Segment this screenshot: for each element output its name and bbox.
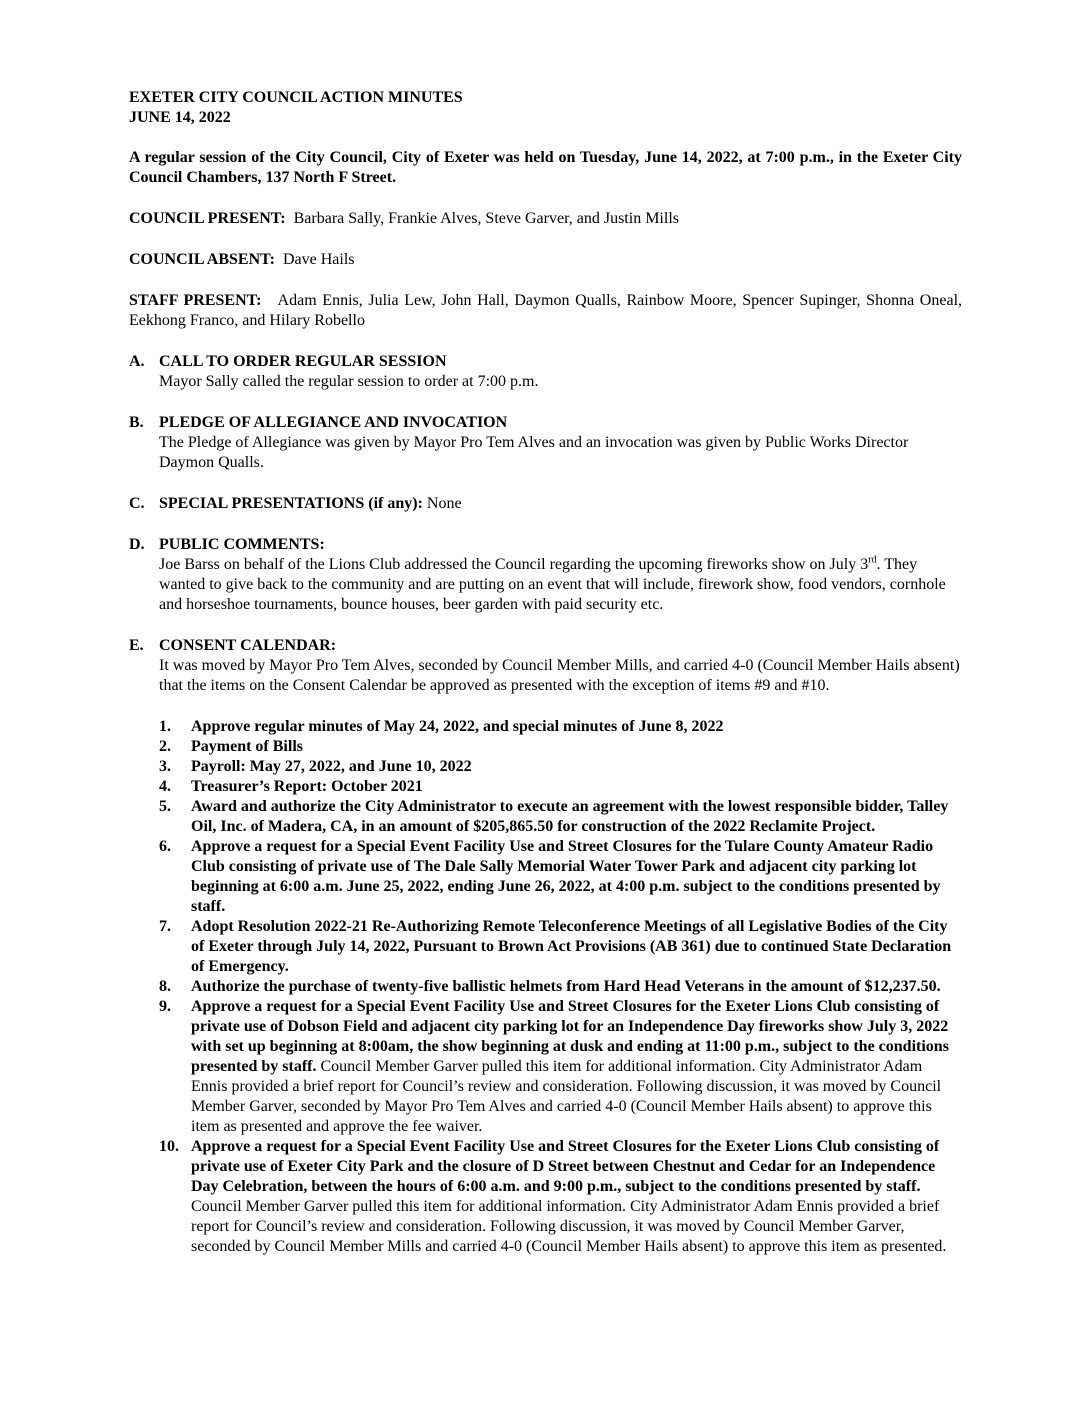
section-body: The Pledge of Allegiance was given by Mayor Pro Tem Alves and an invocation was given by Public Works Director Daymon Qualls. bbox=[159, 434, 909, 471]
section-body: Mayor Sally called the regular session to order at 7:00 p.m. bbox=[159, 373, 539, 390]
document-date: JUNE 14, 2022 bbox=[129, 109, 231, 126]
section-letter: B. bbox=[129, 414, 144, 431]
council-present-label: COUNCIL PRESENT: bbox=[129, 210, 286, 227]
item-number: 8. bbox=[159, 978, 171, 995]
minutes-page bbox=[129, 88, 962, 1257]
item-title: Approve a request for a Special Event Facility Use and Street Closures for the Exeter Lions Club consisting of private use of Dobson Field and adjacent city parking lot for an Independence Day fireworks show July 3, 2022 with set up beginning at 8:00am, the show beginning at dusk and ending at 11:00 p.m., subject to the conditions presented by staff. bbox=[191, 998, 949, 1075]
section-letter: D. bbox=[129, 536, 145, 553]
item-title: Approve a request for a Special Event Facility Use and Street Closures for the Tulare County Amateur Radio Club consisting of private use of The Dale Sally Memorial Water Tower Park and adjacent city parking lot beginning at 6:00 a.m. June 25, 2022, ending June 26, 2022, at 4:00 p.m. subject to the conditions presented by staff. bbox=[191, 838, 941, 915]
consent-items-list bbox=[129, 717, 962, 1257]
item-title: Award and authorize the City Administrator to execute an agreement with the lowest responsible bidder, Talley Oil, Inc. of Madera, CA, in an amount of $205,865.50 for construction of the 2022 Reclamite Project. bbox=[191, 798, 949, 835]
item-title: Approve a request for a Special Event Facility Use and Street Closures for the Exeter Lions Club consisting of private use of Exeter City Park and the closure of D Street between Chestnut and Cedar for an Independence Day Celebration, between the hours of 6:00 a.m. and 9:00 p.m., subject to the conditions presented by staff. bbox=[191, 1138, 940, 1195]
council-absent-label: COUNCIL ABSENT: bbox=[129, 251, 275, 268]
list-item bbox=[159, 757, 962, 777]
list-item bbox=[159, 777, 962, 797]
section-letter: A. bbox=[129, 353, 145, 370]
section-pledge-invocation bbox=[129, 413, 962, 473]
ordinal-suffix: rd bbox=[868, 554, 877, 566]
section-heading-line bbox=[159, 494, 962, 514]
public-comments-text-2: . They wanted to give back to the community and are putting on an event that will include, firework show, food vendors, cornhole and horseshoe tournaments, bounce houses, beer garden with paid security etc. bbox=[159, 556, 946, 613]
item-title: Payment of Bills bbox=[191, 738, 303, 755]
item-number: 5. bbox=[159, 798, 171, 815]
council-absent-names: Dave Hails bbox=[282, 251, 355, 268]
section-call-to-order bbox=[129, 352, 962, 392]
item-notes: Council Member Garver pulled this item for additional information. City Administrator Adam Ennis provided a brief report for Council’s review and consideration. Following discussion, it was moved by Council Member Garver, seconded by Council Member Mills and carried 4-0 (Council Member Hails absent) to approve this item as presented. bbox=[191, 1198, 947, 1255]
section-letter: E. bbox=[129, 637, 144, 654]
section-public-comments bbox=[129, 535, 962, 615]
section-heading: CONSENT CALENDAR: bbox=[159, 637, 337, 654]
document-title: EXETER CITY COUNCIL ACTION MINUTES bbox=[129, 89, 463, 106]
list-item bbox=[159, 797, 962, 837]
list-item bbox=[159, 837, 962, 917]
section-body bbox=[159, 555, 962, 615]
list-item bbox=[159, 1137, 962, 1257]
council-present-names: Barbara Sally, Frankie Alves, Steve Garver, and Justin Mills bbox=[293, 210, 679, 227]
section-body: It was moved by Mayor Pro Tem Alves, seconded by Council Member Mills, and carried 4-0 (Council Member Hails absent) that the items on the Consent Calendar be approved as presented with the exception of items #9 and #10. bbox=[159, 657, 960, 694]
council-present bbox=[129, 209, 962, 229]
item-number: 4. bbox=[159, 778, 171, 795]
list-item bbox=[159, 717, 962, 737]
section-heading: SPECIAL PRESENTATIONS (if any): bbox=[159, 495, 423, 512]
item-title: Adopt Resolution 2022-21 Re-Authorizing Remote Teleconference Meetings of all Legislative Bodies of the City of Exeter through July 14, 2022, Pursuant to Brown Act Provisions (AB 361) due to continued State Declaration of Emergency. bbox=[191, 918, 952, 975]
item-number: 6. bbox=[159, 838, 171, 855]
list-item bbox=[159, 977, 962, 997]
section-special-presentations bbox=[129, 494, 962, 514]
item-title: Payroll: May 27, 2022, and June 10, 2022 bbox=[191, 758, 472, 775]
item-number: 3. bbox=[159, 758, 171, 775]
public-comments-text-1: Joe Barss on behalf of the Lions Club addressed the Council regarding the upcoming fireworks show on July 3 bbox=[159, 556, 869, 573]
list-item bbox=[159, 737, 962, 757]
item-number: 9. bbox=[159, 998, 171, 1015]
item-number: 1. bbox=[159, 718, 171, 735]
list-item bbox=[159, 917, 962, 977]
staff-present bbox=[129, 291, 962, 331]
list-item bbox=[159, 997, 962, 1137]
item-number: 2. bbox=[159, 738, 171, 755]
section-consent-calendar bbox=[129, 636, 962, 696]
intro-paragraph: A regular session of the City Council, City of Exeter was held on Tuesday, June 14, 2022, at 7:00 p.m., in the Exeter City Council Chambers, 137 North F Street. bbox=[129, 149, 962, 186]
section-heading: CALL TO ORDER REGULAR SESSION bbox=[159, 353, 447, 370]
item-title: Authorize the purchase of twenty-five ballistic helmets from Hard Head Veterans in the amount of $12,237.50. bbox=[191, 978, 941, 995]
section-letter: C. bbox=[129, 495, 145, 512]
item-notes: Council Member Garver pulled this item for additional information. City Administrator Adam Ennis provided a brief report for Council’s review and consideration. Following discussion, it was moved by Council Member Garver, seconded by Mayor Pro Tem Alves and carried 4-0 (Council Member Hails absent) to approve this item as presented and approve the fee waiver. bbox=[191, 1058, 942, 1135]
staff-present-label: STAFF PRESENT: bbox=[129, 292, 262, 309]
item-number: 10. bbox=[159, 1138, 179, 1155]
council-absent bbox=[129, 250, 962, 270]
staff-present-names: Adam Ennis, Julia Lew, John Hall, Daymon Qualls, Rainbow Moore, Spencer Supinger, Shonna Oneal, Eekhong Franco, and Hilary Robello bbox=[129, 292, 963, 329]
section-heading: PUBLIC COMMENTS: bbox=[159, 536, 325, 553]
section-body: None bbox=[426, 495, 462, 512]
item-title: Treasurer’s Report: October 2021 bbox=[191, 778, 423, 795]
section-heading: PLEDGE OF ALLEGIANCE AND INVOCATION bbox=[159, 414, 508, 431]
item-number: 7. bbox=[159, 918, 171, 935]
item-title: Approve regular minutes of May 24, 2022, and special minutes of June 8, 2022 bbox=[191, 718, 724, 735]
